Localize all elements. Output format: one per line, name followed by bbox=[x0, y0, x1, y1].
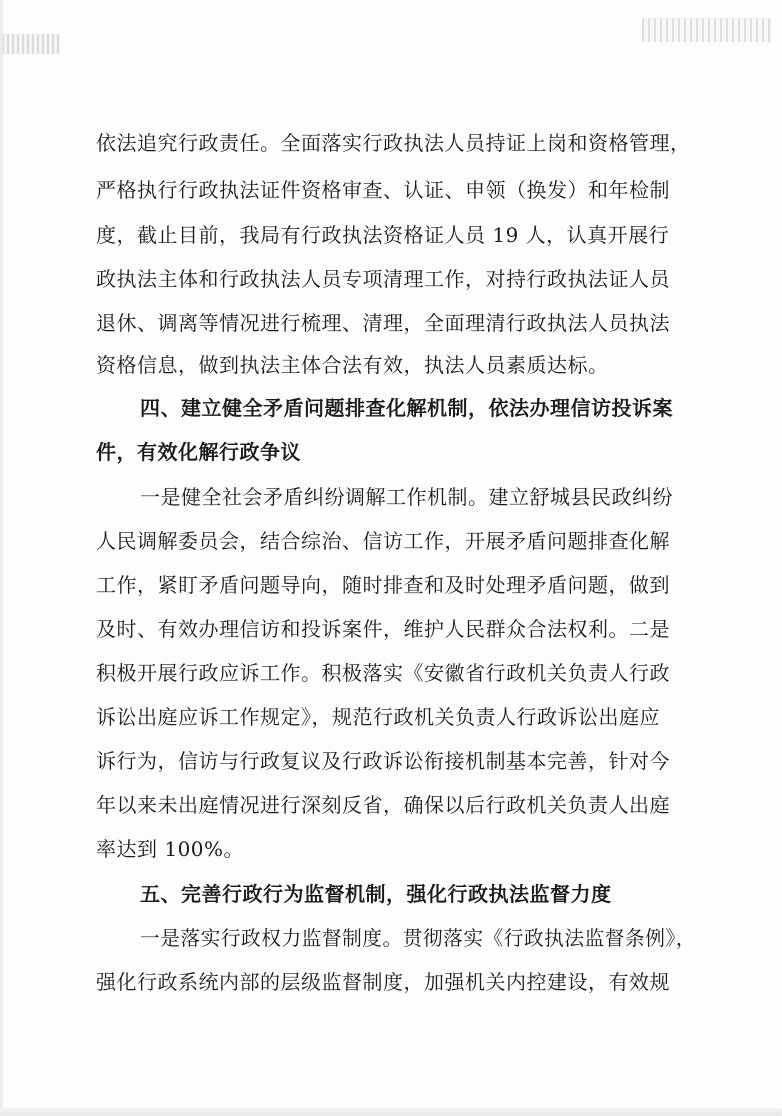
text-line: 率达到 100%。 bbox=[96, 837, 245, 861]
text-line: 诉讼出庭应诉工作规定》，规范行政机关负责人行政诉讼出庭应 bbox=[96, 705, 660, 729]
text-line: 退休、调离等情况进行梳理、清理，全面理清行政执法人员执法 bbox=[96, 311, 670, 335]
text-line: 积极开展行政应诉工作。积极落实《安徽省行政机关负责人行政 bbox=[96, 661, 670, 685]
text-line: 强化行政系统内部的层级监督制度，加强机关内控建设，有效规 bbox=[96, 970, 670, 994]
section-heading: 四、建立健全矛盾问题排查化解机制，依法办理信访投诉案 bbox=[140, 396, 673, 420]
section-heading: 五、完善行政行为监督机制，强化行政执法监督力度 bbox=[140, 882, 612, 906]
text-line: 依法追究行政责任。全面落实行政执法人员持证上岗和资格管理， bbox=[96, 131, 691, 155]
text-line: 一是落实行政权力监督制度。贯彻落实《行政执法监督条例》， bbox=[140, 926, 696, 950]
scan-edge-shadow bbox=[0, 0, 3, 1116]
scan-edge-shadow bbox=[0, 1108, 782, 1116]
text-line: 资格信息，做到执法主体合法有效，执法人员素质达标。 bbox=[96, 353, 609, 377]
scan-noise-mark bbox=[642, 18, 772, 42]
text-line: 严格执行行政执法证件资格审查、认证、申领（换发）和年检制 bbox=[96, 178, 670, 202]
section-heading: 件，有效化解行政争议 bbox=[96, 440, 301, 464]
text-line: 人民调解委员会，结合综治、信访工作，开展矛盾问题排查化解 bbox=[96, 529, 670, 553]
text-line: 及时、有效办理信访和投诉案件，维护人民群众合法权利。二是 bbox=[96, 617, 670, 641]
text-line: 诉行为，信访与行政复议及行政诉讼衔接机制基本完善，针对今 bbox=[96, 749, 670, 773]
text-line: 度，截止目前，我局有行政执法资格证人员 19 人，认真开展行 bbox=[96, 223, 670, 247]
text-line: 工作，紧盯矛盾问题导向，随时排查和及时处理矛盾问题，做到 bbox=[96, 573, 670, 597]
text-line: 年以来未出庭情况进行深刻反省，确保以后行政机关负责人出庭 bbox=[96, 793, 670, 817]
scan-noise-mark bbox=[2, 34, 60, 54]
text-line: 政执法主体和行政执法人员专项清理工作，对持行政执法证人员 bbox=[96, 267, 670, 291]
text-line: 一是健全社会矛盾纠纷调解工作机制。建立舒城县民政纠纷 bbox=[140, 485, 673, 509]
